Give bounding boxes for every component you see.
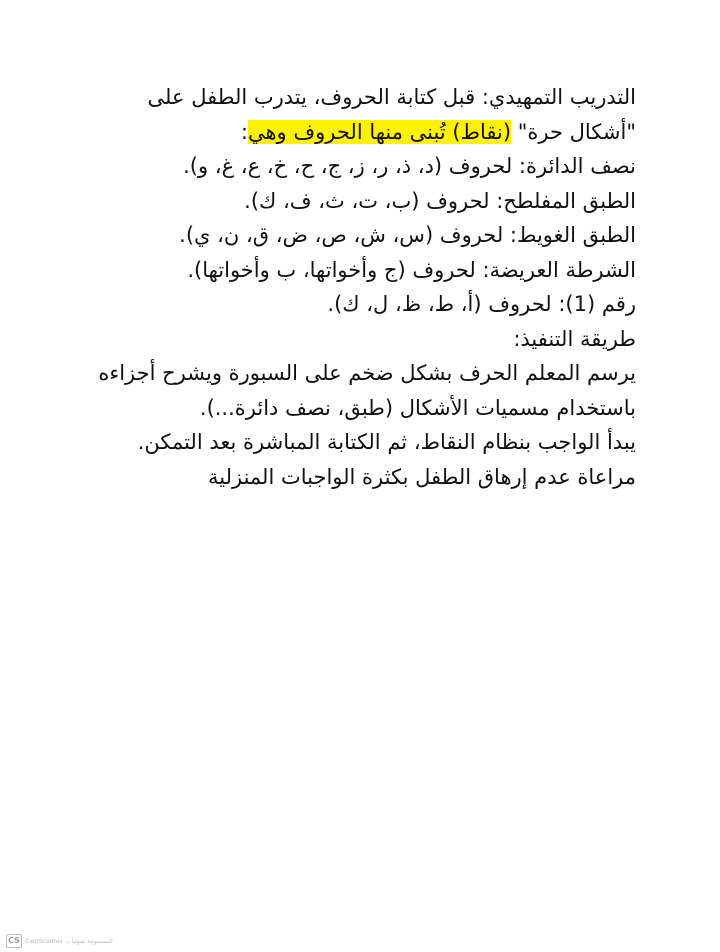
text-line-4: الطبق المفلطح: لحروف (ب، ت، ث، ف، ك). [244, 188, 636, 213]
camscanner-logo-icon: CS [6, 934, 22, 948]
text-line-5: الطبق الغويط: لحروف (س، ش، ص، ض، ق، ن، ي). [179, 223, 636, 247]
text-line-6: الشرطة العريضة: لحروف (ج وأخواتها، ب وأخواتها). [187, 257, 636, 282]
text-line-3: نصف الدائرة: لحروف (د، ذ، ر، ز، ج، ح، خ، ع، غ، و). [183, 154, 636, 178]
highlighted-text: (نقاط) تُبنى منها الحروف وهي [247, 119, 512, 144]
text-line-12: مراعاة عدم إرهاق الطفل بكثرة الواجبات المنزلية [208, 464, 636, 489]
text-line-2-suffix: : [240, 119, 248, 144]
camscanner-watermark [6, 934, 113, 948]
text-line-2-prefix: "أشكال حرة" [511, 119, 636, 144]
text-line-1: التدريب التمهيدي: قبل كتابة الحروف، يتدرب الطفل على [147, 85, 636, 109]
text-line-9: يرسم المعلم الحرف بشكل ضخم على السبورة ويشرح أجزاءه [98, 361, 636, 385]
text-line-11: يبدأ الواجب بنظام النقاط، ثم الكتابة المباشرة بعد التمكن. [137, 430, 636, 454]
text-line-7: رقم (1): لحروف (أ، ط، ظ، ل، ك). [327, 292, 636, 316]
document-body [76, 80, 636, 494]
watermark-brand: CamScanner [25, 937, 64, 945]
text-line-2 [76, 115, 636, 150]
text-line-8: طريقة التنفيذ: [513, 326, 636, 351]
text-line-10: باستخدام مسميات الأشكال (طبق، نصف دائرة...). [199, 395, 636, 420]
watermark-arabic: الممسوحة ضوئيا بـ [66, 937, 113, 945]
